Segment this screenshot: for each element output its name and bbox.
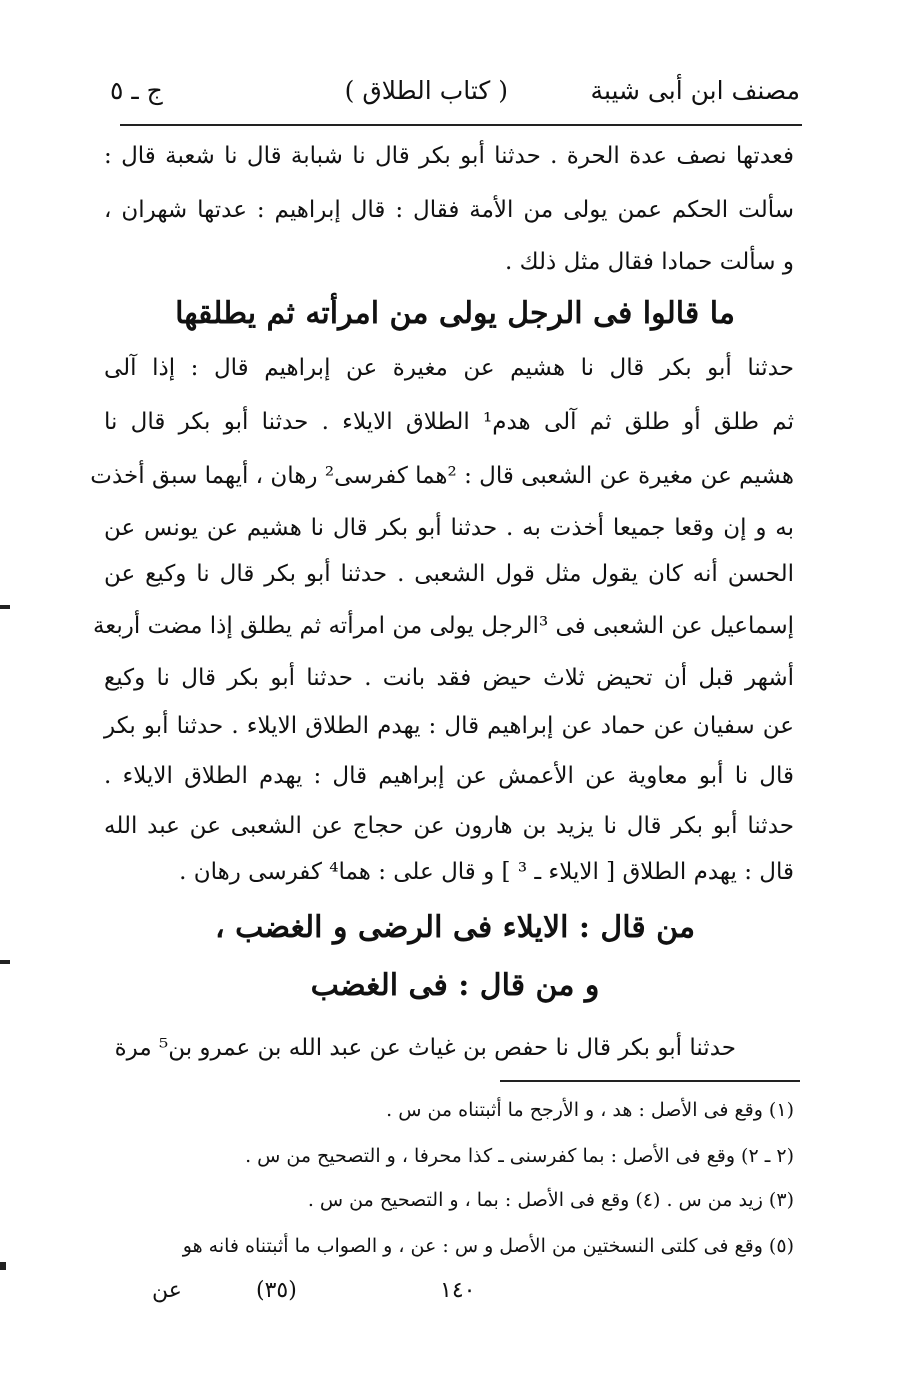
margin-mark <box>0 960 10 964</box>
signature-mark: (٣٥) <box>256 1278 297 1303</box>
footnote-rule <box>500 1080 800 1082</box>
page-number: ١٤٠ <box>440 1278 476 1303</box>
text-line: هشيم عن مغيرة عن الشعبى قال : ²هما كفرسى² رهان ، أيهما سبق أخذت <box>90 463 794 489</box>
footnote: (٥) وقع فى كلتى النسختين من الأصل و س : عن ، و الصواب ما أثبتناه فانه هو <box>182 1235 794 1257</box>
text-line: حدثنا أبو بكر قال نا يزيد بن هارون عن حجاج عن الشعبى عن عبد الله <box>104 813 794 839</box>
text-line: به و إن وقعا جميعا أخذت به . حدثنا أبو بكر قال نا هشيم عن يونس عن <box>104 515 794 541</box>
text-line: أشهر قبل أن تحيض ثلاث حيض فقد بانت . حدثنا أبو بكر قال نا وكيع <box>104 665 794 691</box>
book-title: مصنف ابن أبى شيبة <box>590 76 800 105</box>
footnote: (٣) زيد من س . (٤) وقع فى الأصل : بما ، و التصحيح من س . <box>307 1189 794 1211</box>
running-header <box>110 70 800 120</box>
volume-label: ج ـ ٥ <box>110 76 163 105</box>
footnote: (٢ ـ ٢) وقع فى الأصل : بما كفرسنى ـ كذا محرفا ، و التصحيح من س . <box>245 1145 794 1167</box>
section-subheading: و من قال : فى الغضب <box>310 968 600 1003</box>
footnote: (١) وقع فى الأصل : هد ، و الأرجح ما أثبتناه من س . <box>386 1099 794 1121</box>
text-line: قال : يهدم الطلاق [ الايلاء ـ ³ ] و قال على : هما⁴ كفرسى رهان . <box>179 859 794 885</box>
text-line: سألت الحكم عمن يولى من الأمة فقال : قال إبراهيم : عدتها شهران ، <box>104 197 794 223</box>
section-heading: ما قالوا فى الرجل يولى من امرأته ثم يطلقها <box>175 296 735 331</box>
text-line: إسماعيل عن الشعبى فى ³الرجل يولى من امرأته ثم يطلق إذا مضت أربعة <box>92 613 794 639</box>
text-line: ثم طلق أو طلق ثم آلى هدم¹ الطلاق الايلاء . حدثنا أبو بكر قال نا <box>104 409 794 435</box>
text-line: عن سفيان عن حماد عن إبراهيم قال : يهدم الطلاق الايلاء . حدثنا أبو بكر <box>104 713 794 739</box>
margin-mark <box>0 1262 6 1270</box>
margin-mark <box>0 605 10 609</box>
text-line: و سألت حمادا فقال مثل ذلك . <box>505 249 794 275</box>
header-rule <box>120 124 802 126</box>
catchword: عن <box>152 1278 182 1303</box>
chapter-title: ( كتاب الطلاق ) <box>344 76 508 105</box>
text-line: حدثنا أبو بكر قال نا هشيم عن مغيرة عن إبراهيم قال : إذا آلى <box>104 355 794 381</box>
text-line: قال نا أبو معاوية عن الأعمش عن إبراهيم قال : يهدم الطلاق الايلاء . <box>104 763 794 789</box>
text-line: الحسن أنه كان يقول مثل قول الشعبى . حدثنا أبو بكر قال نا وكيع عن <box>104 561 794 587</box>
section-heading: من قال : الايلاء فى الرضى و الغضب ، <box>214 910 696 945</box>
text-line: فعدتها نصف عدة الحرة . حدثنا أبو بكر قال نا شبابة قال نا شعبة قال : <box>104 143 794 169</box>
text-line: حدثنا أبو بكر قال نا حفص بن غياث عن عبد الله بن عمرو بن⁵ مرة <box>114 1035 736 1061</box>
